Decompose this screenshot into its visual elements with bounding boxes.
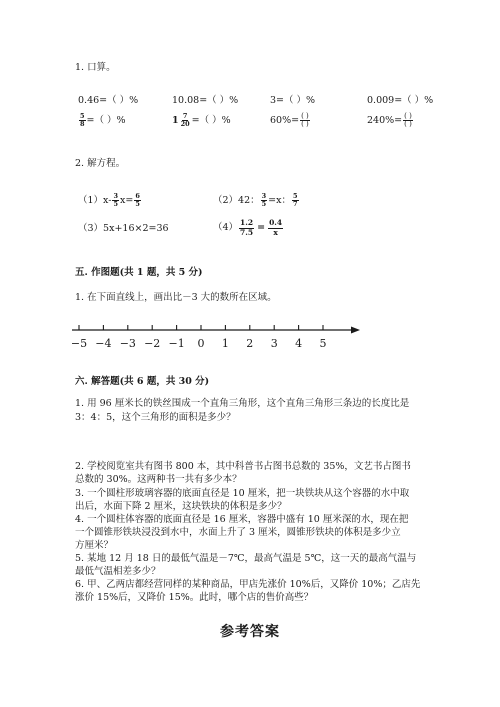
section2-heading: 2. 解方程。 <box>75 158 126 169</box>
question-4-line-2: 一个圆锥形铁块浸没到水中，水面上升了 3 厘米，圆锥形铁块的体积是多少立 <box>75 527 401 538</box>
section1-heading: 1. 口算。 <box>75 62 116 73</box>
oral-calc-item-1: 0.46=（ ）% <box>78 95 139 106</box>
answers-title: 参考答案 <box>220 624 280 640</box>
oral-calc-item-6: 1 $\frac{7}{20}$ =（ ）% <box>172 112 231 128</box>
section5-question-1: 1. 在下面直线上，画出比－3 大的数所在区域。 <box>75 292 277 303</box>
oral-calc-item-8: 240%= $\frac{( )}{( )}$ <box>367 112 412 128</box>
equation-1: （1）x- $\frac{3}{5}$ x= $\frac{6}{5}$ <box>78 192 140 208</box>
section6-title: 六. 解答题(共 6 题，共 30 分) <box>75 376 210 387</box>
section5-title: 五. 作图题(共 1 题，共 5 分) <box>75 267 203 278</box>
number-line-label: −2 <box>144 337 161 350</box>
number-line-label: −3 <box>119 337 136 350</box>
equation-3: （3）5x+16×2=36 <box>78 223 169 234</box>
number-line-label: 1 <box>221 337 229 350</box>
question-2-line-2: 总数的 30%。这两种书一共有多少本？ <box>75 474 242 485</box>
question-3-line-1: 3. 一个圆柱形玻璃容器的底面直径是 10 厘米，把一块铁块从这个容器的水中取 <box>75 488 410 499</box>
number-line-label: −5 <box>70 337 88 350</box>
question-6-line-1: 6. 甲、乙两店都经营同样的某种商品，甲店先涨价 10%后，又降价 10%；乙店先 <box>75 579 421 590</box>
number-line-label: −1 <box>168 337 185 350</box>
number-line-label: 5 <box>319 337 327 350</box>
number-line-label: −4 <box>95 337 112 350</box>
oral-calc-item-4: 0.009=（ ）% <box>367 95 434 106</box>
number-line <box>70 320 370 356</box>
question-6-line-2: 涨价 15%后，又降价 15%。此时，哪个店的售价高些？ <box>75 592 314 603</box>
question-2-line-1: 2. 学校阅览室共有图书 800 本，其中科普书占图书总数的 35%，文艺书占图书 <box>75 461 411 472</box>
equation-4: （4） $\frac{1.2}{7.5}$ = $\frac{0.4}{x}$ <box>213 218 283 237</box>
number-line-label: 4 <box>295 337 303 350</box>
question-3-line-2: 出后，水面下降 2 厘米，这块铁块的体积是多少？ <box>75 501 287 512</box>
question-5-line-2: 最低气温相差多少？ <box>75 566 161 577</box>
number-line-label: 0 <box>197 337 205 350</box>
number-line-label: 3 <box>270 337 278 350</box>
question-5-line-1: 5. 某地 12 月 18 日的最低气温是－7℃，最高气温是 5℃，这一天的最高气温与 <box>75 553 417 564</box>
question-4-line-3: 方厘米？ <box>75 540 114 551</box>
number-line-label: 2 <box>246 337 254 350</box>
oral-calc-item-7: 60%= $\frac{( )}{( )}$ <box>270 112 309 128</box>
equation-2: （2）42： $\frac{3}{5}$ =x： $\frac{5}{7}$ <box>213 192 298 208</box>
question-4-line-1: 4. 一个圆柱体容器的底面直径是 16 厘米，容器中盛有 10 厘米深的水，现在把 <box>75 514 409 525</box>
oral-calc-item-3: 3=（ ）% <box>270 95 316 106</box>
number-line-arrow <box>351 327 360 334</box>
oral-calc-item-2: 10.08=（ ）% <box>172 95 239 106</box>
oral-calc-item-5: $\frac{5}{8}$ =（ ）% <box>80 112 126 128</box>
question-1-line-2: 3：4：5，这个三角形的面积是多少？ <box>75 412 236 423</box>
question-1-line-1: 1. 用 96 厘米长的铁丝围成一个直角三角形，这个直角三角形三条边的长度比是 <box>75 398 410 409</box>
